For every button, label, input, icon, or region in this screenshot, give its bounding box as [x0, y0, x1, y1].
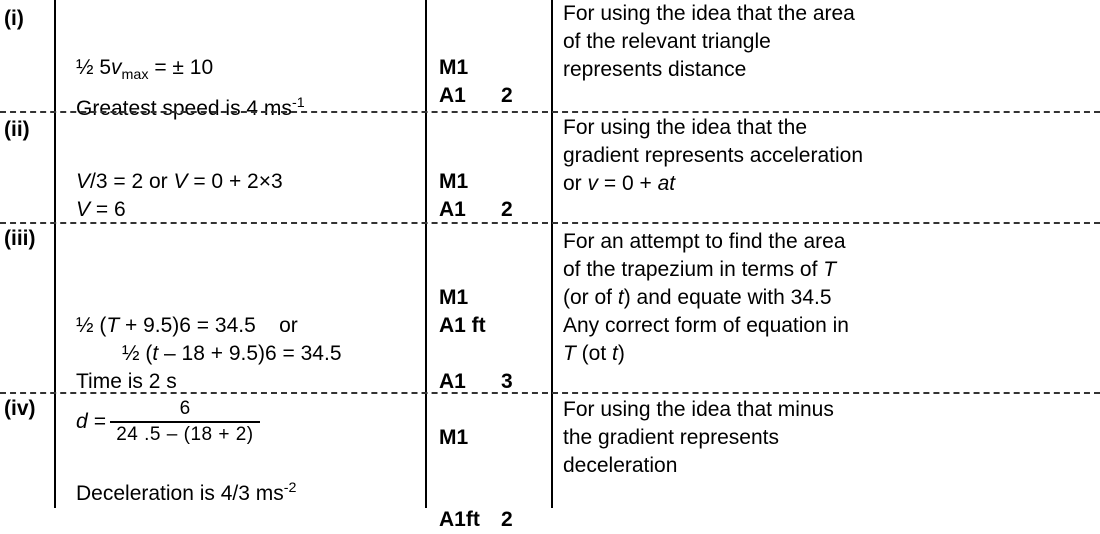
- part-label: (ii): [4, 118, 30, 141]
- mark-line: [439, 284, 551, 312]
- mark-line: [439, 168, 551, 196]
- table-row: [0, 0, 1100, 121]
- table-row: [0, 392, 1100, 531]
- comment-line: the gradient represents: [563, 426, 779, 449]
- comment-line: of the relevant triangle: [563, 30, 771, 53]
- comment-line: For using the idea that the: [563, 116, 807, 139]
- mark-code: A1: [439, 84, 466, 107]
- comment-line: represents distance: [563, 58, 747, 81]
- mark-code: A1ft: [439, 508, 480, 531]
- working-line: ½ (T + 9.5)6 = 34.5 or: [76, 314, 298, 337]
- mark-count: 2: [501, 508, 513, 531]
- working-line: V/3 = 2 or V = 0 + 2×3: [76, 170, 283, 193]
- comment-line: (or of t) and equate with 34.5: [563, 286, 832, 309]
- table-row: [0, 222, 1100, 392]
- working-line: ½ $5v_{max}$ = ± 10: [76, 56, 214, 84]
- comment-line: For an attempt to find the area: [563, 230, 846, 253]
- mark-code: M1: [439, 56, 469, 79]
- mark-code: A1: [439, 370, 466, 393]
- mark-code: M1: [439, 286, 469, 309]
- mark-line: [439, 196, 551, 224]
- mark-code: A1 ft: [439, 314, 486, 337]
- mark-code: M1: [439, 170, 469, 193]
- part-label: (iii): [4, 227, 36, 250]
- working-line: ½ (t – 18 + 9.5)6 = 34.5: [122, 342, 342, 365]
- comment-line: For using the idea that the area: [563, 2, 855, 25]
- mark-line: [439, 312, 551, 340]
- fraction-numerator: 6: [110, 398, 259, 423]
- mark-count: 2: [501, 198, 513, 221]
- mark-line: [439, 54, 551, 82]
- working-fraction: [76, 398, 425, 446]
- comment-line: gradient represents acceleration: [563, 144, 864, 167]
- working-line: Time is 2 s: [76, 370, 177, 393]
- mark-line: [439, 506, 551, 534]
- fraction-denominator: 24 .5 – (18 + 2): [116, 423, 254, 445]
- comment-line: For using the idea that minus: [563, 398, 834, 421]
- mark-line: [439, 424, 551, 452]
- mark-code: M1: [439, 426, 469, 449]
- comment-line: of the trapezium in terms of T: [563, 258, 837, 281]
- working-line: Greatest speed is 4 $ms^{-1}$: [76, 95, 305, 121]
- comment-line: T (ot t): [563, 342, 625, 365]
- fraction-lhs: d =: [76, 409, 106, 433]
- mark-count: 3: [501, 370, 513, 393]
- comment-line: deceleration: [563, 454, 678, 477]
- mark-code: A1: [439, 198, 466, 221]
- part-label: (iv): [4, 397, 36, 420]
- comment-line: or v = 0 + at: [563, 172, 676, 195]
- working-line: V = 6: [76, 198, 126, 221]
- working-line: Deceleration is 4/3 $ms^{-2}$: [76, 479, 297, 505]
- part-label: (i): [4, 7, 24, 30]
- mark-count: 2: [501, 84, 513, 107]
- comment-line: Any correct form of equation in: [563, 314, 849, 337]
- mark-line: [439, 82, 551, 110]
- table-row: [0, 111, 1100, 222]
